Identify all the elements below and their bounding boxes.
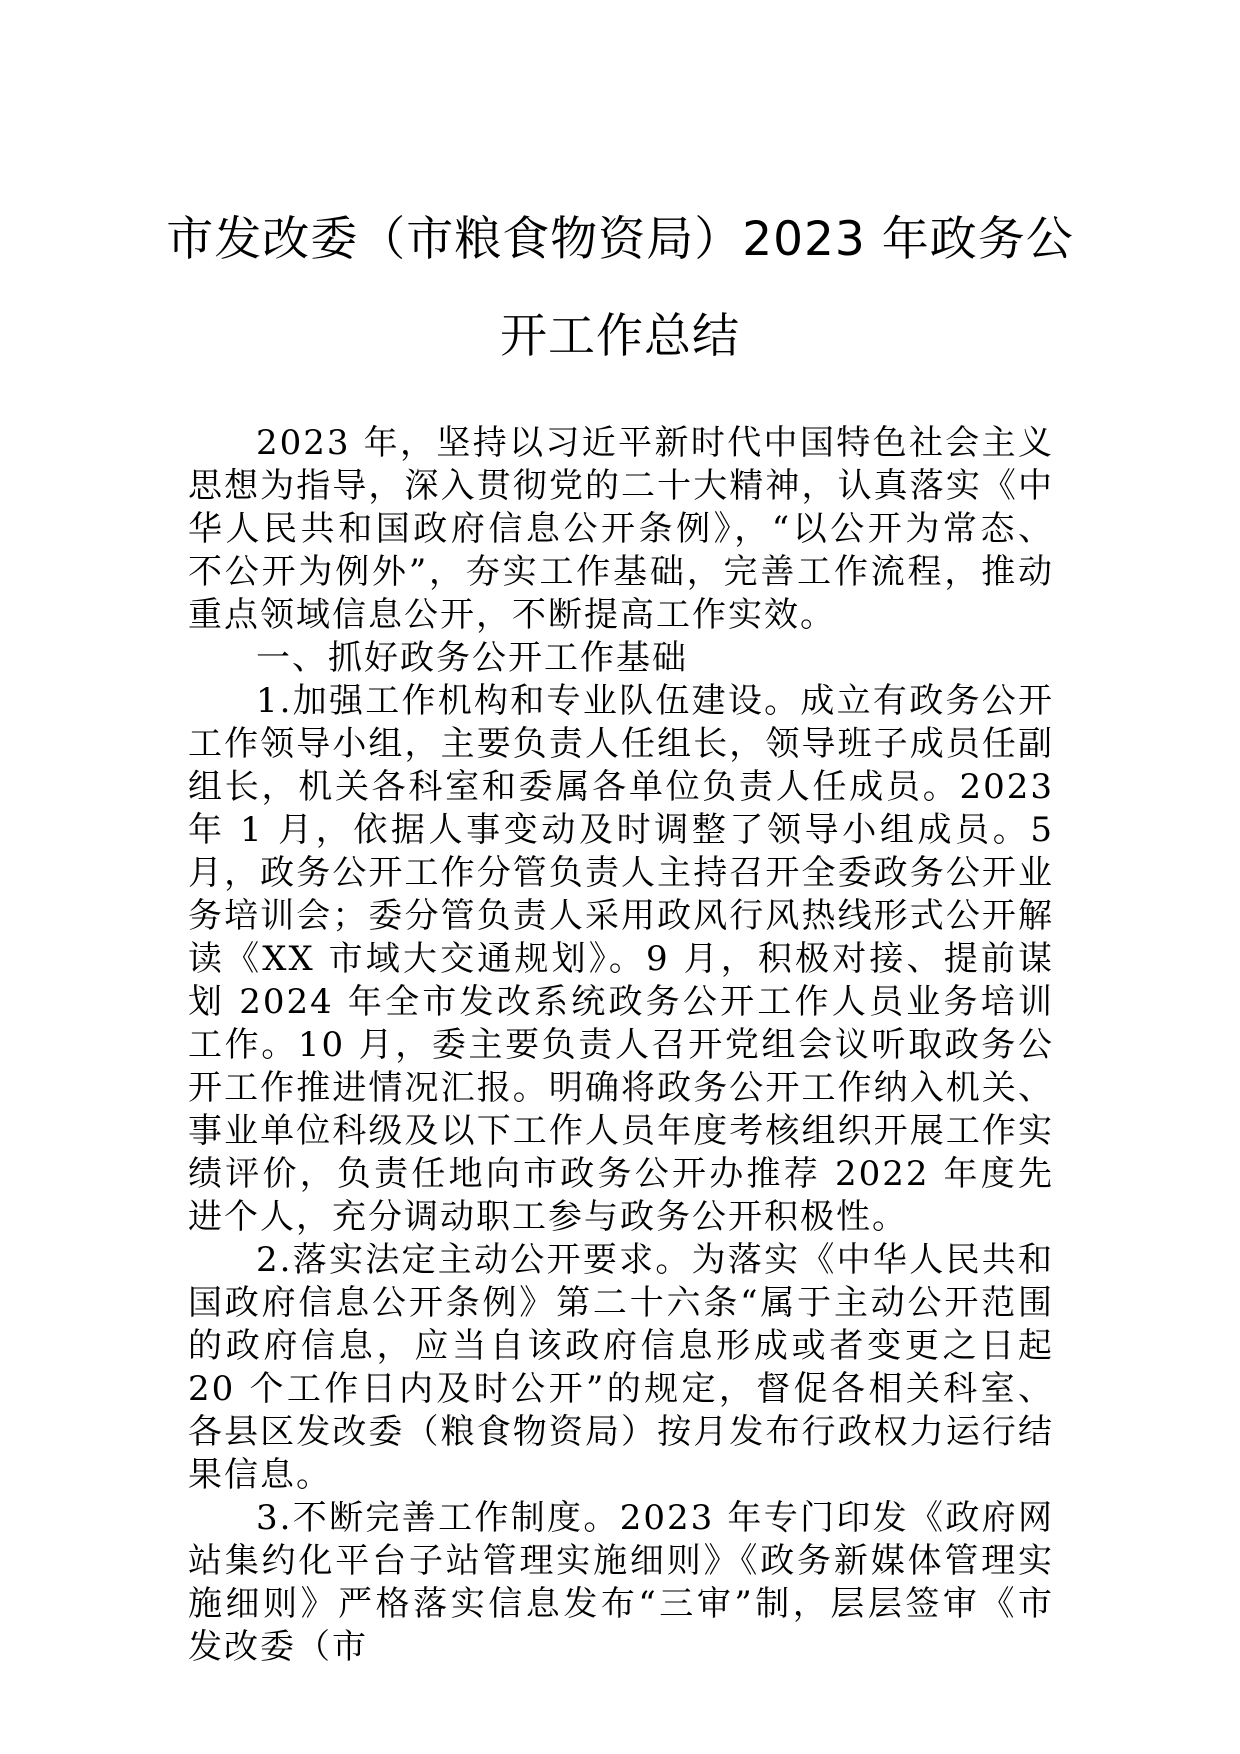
body-paragraph-2: 2.落实法定主动公开要求。为落实《中华人民共和国政府信息公开条例》第二十六条“属于主动公开范围的政府信息，应当自该政府信息形成或者变更之日起 20 个工作日内及时公开”的规定，督促各相关科室、各县区发改委（粮食物资局）按月发布行政权力运行结果信息。 [188,1240,1054,1495]
document-body [188,422,1054,1669]
section-heading: 一、抓好政务公开工作基础 [256,638,688,678]
document-title-line-1: 市发改委（市粮食物资局）2023 年政务公 [166,212,1074,267]
body-paragraph-1: 1.加强工作机构和专业队伍建设。成立有政务公开工作领导小组，主要负责人任组长，领导班子成员任副组长，机关各科室和委属各单位负责人任成员。2023 年 1 月，依据人事变动及时调整了领导小组成员。5 月，政务公开工作分管负责人主持召开全委政务公开业务培训会；委分管负责人采用政风行风热线形式公开解读《XX 市域大交通规划》。9 月，积极对接、提前谋划 2024 年全市发改系统政务公开工作人员业务培训工作。10 月，委主要负责人召开党组会议听取政务公开工作推进情况汇报。明确将政务公开工作纳入机关、事业单位科级及以下工作人员年度考核组织开展工作实绩评价，负责任地向市政务公开办推荐 2022 年度先进个人，充分调动职工参与政务公开积极性。 [188,681,1054,1237]
body-paragraph-3: 3.不断完善工作制度。2023 年专门印发《政府网站集约化平台子站管理实施细则》《政务新媒体管理实施细则》严格落实信息发布“三审”制，层层签审《市发改委（市 [188,1498,1054,1667]
intro-paragraph: 2023 年，坚持以习近平新时代中国特色社会主义思想为指导，深入贯彻党的二十大精神，认真落实《中华人民共和国政府信息公开条例》，“以公开为常态、不公开为例外”，夯实工作基础，完善工作流程，推动重点领域信息公开，不断提高工作实效。 [188,423,1054,635]
document-title-line-2: 开工作总结 [500,309,740,364]
